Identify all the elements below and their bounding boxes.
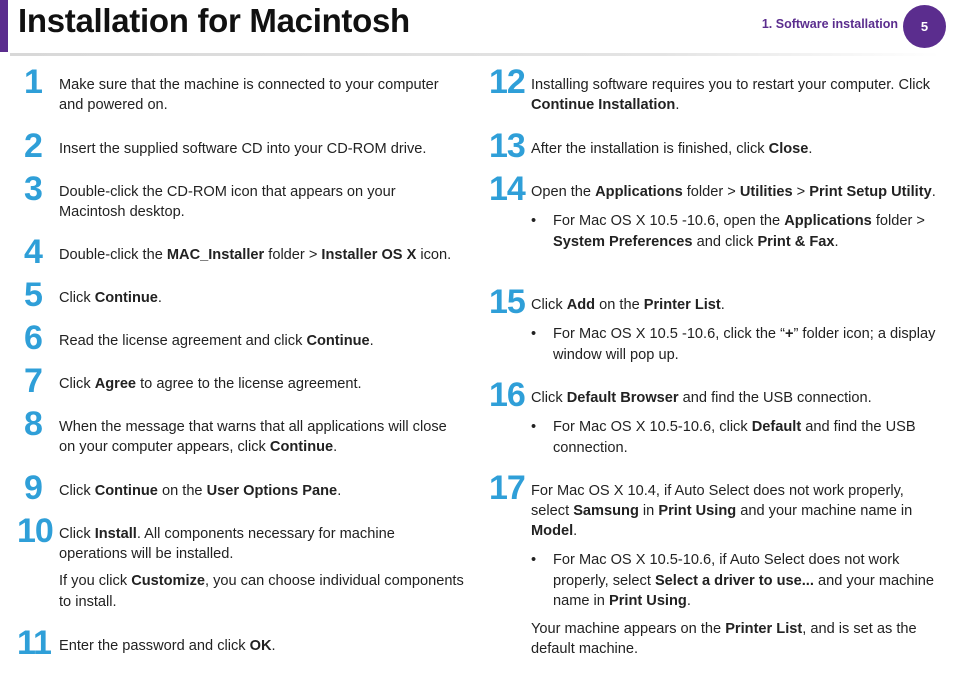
- page-number-badge: 5: [903, 5, 946, 48]
- emphasized-term: Samsung: [573, 503, 639, 519]
- step-number: 2: [24, 127, 42, 165]
- step-text: Installing software requires you to restart your computer. Click Continue Installation.: [531, 77, 931, 113]
- step-number: 8: [24, 405, 42, 443]
- step-number: 7: [24, 362, 42, 400]
- emphasized-term: Default: [751, 419, 802, 435]
- step-6: [24, 319, 464, 357]
- step-8: [24, 405, 464, 457]
- section-label: 1. Software installation: [761, 17, 898, 31]
- step-text: For Mac OS X 10.4, if Auto Select does not work properly, select Samsung in Print Using and your machine name in Model.: [531, 483, 913, 539]
- emphasized-term: User Options Pane: [206, 483, 338, 499]
- step-9: [24, 469, 464, 507]
- emphasized-term: Select a driver to use...: [654, 572, 814, 589]
- step-16: [489, 376, 939, 458]
- emphasized-term: Model: [531, 523, 574, 539]
- step-number: 12: [489, 63, 525, 101]
- emphasized-term: Agree: [94, 376, 137, 392]
- step-number: 5: [24, 276, 42, 314]
- step-1: [24, 63, 464, 115]
- emphasized-term: Applications: [784, 213, 872, 229]
- emphasized-term: Install: [94, 526, 137, 542]
- emphasized-term: Print & Fax: [757, 233, 835, 250]
- step-2: [24, 127, 464, 165]
- emphasized-term: Printer List: [643, 297, 721, 313]
- emphasized-term: Utilities: [739, 184, 793, 200]
- emphasized-term: Default Browser: [566, 390, 679, 406]
- emphasized-term: Printer List: [725, 620, 803, 637]
- step-text: Click Default Browser and find the USB connection.: [531, 390, 872, 406]
- emphasized-term: Continue: [94, 483, 158, 499]
- emphasized-term: +: [784, 326, 794, 342]
- step-text: Click Continue on the User Options Pane.: [59, 483, 342, 499]
- step-text: Click Agree to agree to the license agreement.: [59, 376, 362, 392]
- step-text: Open the Applications folder > Utilities > Print Setup Utility.: [531, 184, 936, 200]
- bullet-text: For Mac OS X 10.5-10.6, click Default and find the USB connection.: [553, 419, 916, 456]
- step-bullet: [531, 211, 939, 252]
- bullet-mark: •: [531, 419, 537, 435]
- emphasized-term: Print Using: [608, 593, 687, 609]
- emphasized-term: MAC_Installer: [166, 247, 265, 263]
- step-text: When the message that warns that all applications will close on your computer appears, click Continue.: [59, 419, 447, 455]
- step-number: 17: [489, 469, 525, 507]
- header-divider: [10, 53, 940, 56]
- step-number: 10: [17, 512, 53, 550]
- step-5: [24, 276, 464, 314]
- step-number: 9: [24, 469, 42, 507]
- step-bullet: [531, 550, 939, 612]
- step-bullet: [531, 417, 939, 458]
- step-text: Insert the supplied software CD into your CD-ROM drive.: [59, 141, 427, 157]
- emphasized-term: System Preferences: [553, 233, 693, 250]
- emphasized-term: Continue Installation: [531, 97, 676, 113]
- emphasized-term: Continue: [306, 333, 370, 349]
- bullet-text: For Mac OS X 10.5 -10.6, open the Applications folder > System Preferences and click Print & Fax.: [553, 213, 925, 250]
- step-11: [17, 624, 464, 662]
- emphasized-term: Close: [768, 141, 809, 157]
- step-number: 6: [24, 319, 42, 357]
- step-text: Read the license agreement and click Continue.: [59, 333, 374, 349]
- emphasized-term: Customize: [131, 573, 205, 589]
- step-text: Click Install. All components necessary for machine operations will be installed.: [59, 526, 395, 562]
- emphasized-term: Applications: [595, 184, 683, 200]
- step-text: Click Add on the Printer List.: [531, 297, 725, 313]
- step-number: 11: [17, 624, 51, 662]
- step-text: Enter the password and click OK.: [59, 638, 276, 654]
- step-3: [24, 170, 464, 222]
- step-note: Your machine appears on the Printer List, and is set as the default machine.: [531, 620, 917, 657]
- step-note: If you click Customize, you can choose individual components to install.: [59, 573, 464, 610]
- step-13: [489, 127, 939, 165]
- step-text: Make sure that the machine is connected to your computer and powered on.: [59, 77, 439, 113]
- step-17: [489, 469, 939, 660]
- page-title: Installation for Macintosh: [18, 2, 410, 39]
- step-number: 4: [24, 233, 42, 271]
- emphasized-term: Continue: [94, 290, 158, 306]
- step-number: 14: [489, 170, 525, 208]
- step-10: [17, 512, 464, 612]
- step-15: [489, 283, 939, 365]
- emphasized-term: Installer OS X: [321, 247, 417, 263]
- bullet-mark: •: [531, 213, 537, 229]
- step-number: 16: [489, 376, 525, 414]
- step-number: 13: [489, 127, 525, 165]
- step-number: 3: [24, 170, 42, 208]
- bullet-mark: •: [531, 552, 537, 568]
- bullet-text: For Mac OS X 10.5-10.6, if Auto Select does not work properly, select Select a driver to use... and your machine name in Print Using.: [553, 552, 934, 609]
- step-14: [489, 170, 939, 252]
- step-text: Double-click the CD-ROM icon that appears on your Macintosh desktop.: [59, 184, 396, 220]
- step-bullet: [531, 324, 939, 365]
- step-12: [489, 63, 939, 115]
- step-4: [24, 233, 464, 271]
- bullet-text: For Mac OS X 10.5 -10.6, click the “+” folder icon; a display window will pop up.: [553, 326, 936, 363]
- emphasized-term: Continue: [269, 439, 334, 455]
- step-number: 15: [489, 283, 525, 321]
- step-text: Click Continue.: [59, 290, 162, 306]
- emphasized-term: Add: [566, 297, 596, 313]
- header-accent-bar: [0, 0, 8, 52]
- bullet-mark: •: [531, 326, 537, 342]
- emphasized-term: OK: [249, 638, 272, 654]
- step-text: After the installation is finished, click Close.: [531, 141, 813, 157]
- emphasized-term: Print Using: [658, 503, 737, 519]
- emphasized-term: Print Setup Utility: [809, 184, 932, 200]
- step-7: [24, 362, 464, 400]
- step-text: Double-click the MAC_Installer folder > Installer OS X icon.: [59, 247, 452, 263]
- step-number: 1: [24, 63, 42, 101]
